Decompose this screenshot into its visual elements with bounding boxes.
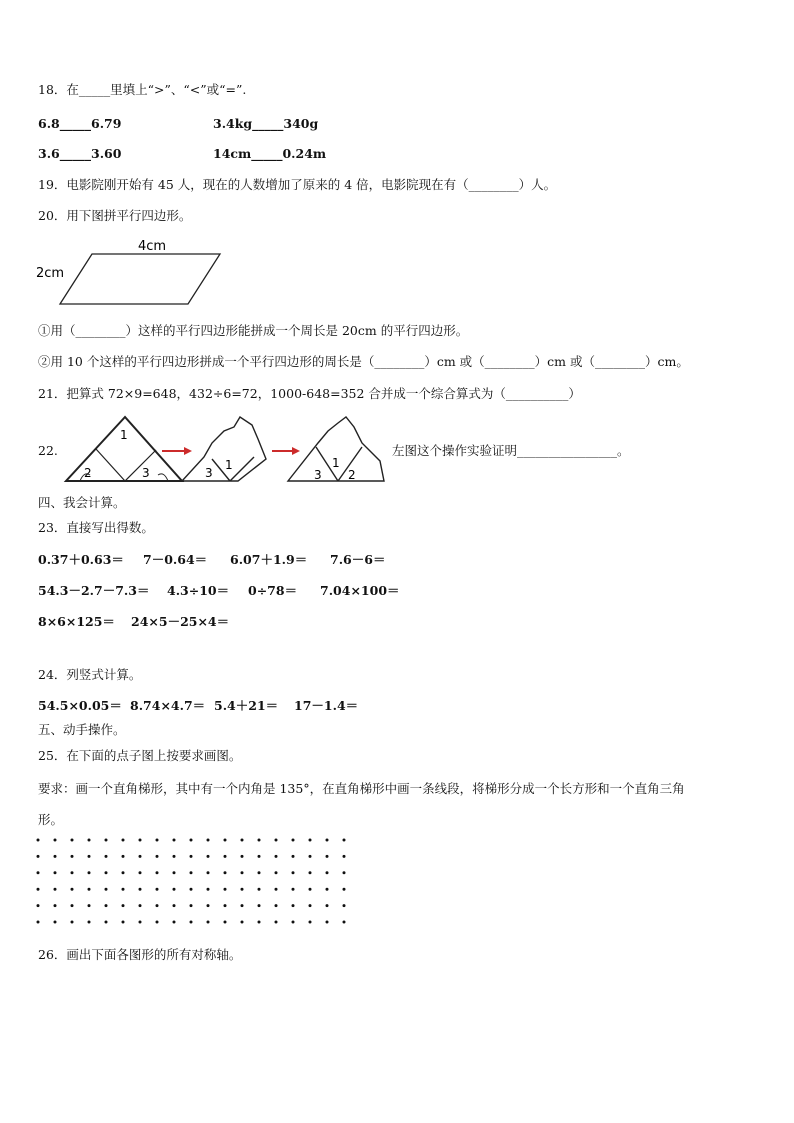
q24-item-1: 54.5×0.05＝ [38,698,122,713]
torn1-label-3: 3 [205,466,213,480]
grid-dot[interactable] [241,855,244,858]
torn1-label-1: 1 [225,458,233,472]
grid-dot[interactable] [37,839,40,842]
triangle-experiment-figure [62,413,387,485]
grid-dot[interactable] [326,904,329,907]
grid-dot[interactable] [54,888,57,891]
grid-dot[interactable] [105,839,108,842]
grid-dot[interactable] [224,888,227,891]
grid-dot[interactable] [54,921,57,924]
grid-dot[interactable] [258,855,261,858]
grid-dot[interactable] [173,839,176,842]
grid-dot[interactable] [207,921,210,924]
grid-dot[interactable] [292,904,295,907]
grid-dot[interactable] [309,888,312,891]
parallelogram-shape [60,254,220,304]
grid-dot[interactable] [275,888,278,891]
grid-dot[interactable] [139,855,142,858]
q21-text: 21．把算式 72×9=648，432÷6=72，1000-648=352 合并成一个综合算式为（__________） [38,386,581,401]
q23-r2-4: 7.04×100＝ [320,583,400,598]
grid-dot[interactable] [71,839,74,842]
grid-dot[interactable] [275,855,278,858]
q23-r1-2: 7－0.64＝ [143,552,208,567]
grid-dot[interactable] [207,904,210,907]
grid-dot[interactable] [37,888,40,891]
q23-r1-4: 7.6－6＝ [330,552,386,567]
grid-dot[interactable] [343,871,346,874]
grid-dot[interactable] [88,888,91,891]
q18-item-4: 14cm_____0.24m [213,146,327,161]
grid-dot[interactable] [156,904,159,907]
grid-dot[interactable] [292,888,295,891]
grid-dot[interactable] [309,871,312,874]
grid-dot[interactable] [292,855,295,858]
grid-dot[interactable] [292,871,295,874]
grid-dot[interactable] [105,921,108,924]
grid-dot[interactable] [224,871,227,874]
grid-dot[interactable] [258,871,261,874]
grid-dot[interactable] [190,888,193,891]
q23-r1-3: 6.07＋1.9＝ [230,552,308,567]
grid-dot[interactable] [275,904,278,907]
grid-dot[interactable] [71,888,74,891]
q26-title: 26．画出下面各图形的所有对称轴。 [38,947,242,962]
grid-dot[interactable] [173,871,176,874]
triangle-torn-2 [288,417,384,481]
section4-title: 四、我会计算。 [38,495,126,510]
grid-dot[interactable] [105,855,108,858]
q24-item-3: 5.4＋21＝ [214,698,279,713]
grid-dot[interactable] [105,871,108,874]
section5-title: 五、动手操作。 [38,722,126,737]
grid-dot[interactable] [88,921,91,924]
grid-dot[interactable] [156,871,159,874]
angle-label-3: 3 [142,466,150,480]
torn2-label-3: 3 [314,468,322,482]
q24-item-2: 8.74×4.7＝ [130,698,206,713]
grid-dot[interactable] [71,904,74,907]
grid-dot[interactable] [343,921,346,924]
grid-dot[interactable] [122,839,125,842]
grid-dot[interactable] [139,904,142,907]
grid-dot[interactable] [224,855,227,858]
grid-dot[interactable] [139,921,142,924]
grid-dot[interactable] [309,921,312,924]
q23-r2-3: 0÷78＝ [248,583,298,598]
grid-dot[interactable] [173,904,176,907]
grid-dot[interactable] [156,888,159,891]
q22-text: 左图这个操作实验证明________________。 [392,443,630,458]
q20-text: 20．用下图拼平行四边形。 [38,208,192,223]
grid-dot[interactable] [241,888,244,891]
grid-dot[interactable] [275,921,278,924]
grid-dot[interactable] [105,904,108,907]
grid-dot[interactable] [224,904,227,907]
grid-dot[interactable] [241,921,244,924]
grid-dot[interactable] [292,921,295,924]
grid-dot[interactable] [343,904,346,907]
grid-dot[interactable] [309,839,312,842]
grid-dot[interactable] [122,888,125,891]
grid-dot[interactable] [122,855,125,858]
grid-dot[interactable] [241,839,244,842]
q25-requirement-line2: 形。 [38,812,64,827]
q23-r2-1: 54.3－2.7－7.3＝ [38,583,150,598]
q23-r2-2: 4.3÷10＝ [167,583,230,598]
grid-dot[interactable] [275,839,278,842]
q23-r1-1: 0.37＋0.63＝ [38,552,124,567]
grid-dot[interactable] [54,839,57,842]
q23-r3-1: 8×6×125＝ [38,614,115,629]
q24-item-4: 17－1.4＝ [294,698,359,713]
grid-dot[interactable] [343,888,346,891]
grid-dot[interactable] [88,871,91,874]
grid-dot[interactable] [207,839,210,842]
q18-item-3: 3.6_____3.60 [38,146,122,161]
grid-dot[interactable] [173,855,176,858]
grid-dot[interactable] [88,904,91,907]
grid-dot[interactable] [37,855,40,858]
angle-arc-3 [158,474,168,481]
q22-number: 22. [38,443,58,458]
grid-dot[interactable] [156,921,159,924]
grid-dot[interactable] [156,855,159,858]
q18-item-1: 6.8_____6.79 [38,116,122,131]
q20-sub1: ①用（________）这样的平行四边形能拼成一个周长是 20cm 的平行四边形。 [38,323,469,338]
q18-item-2: 3.4kg_____340g [213,116,319,131]
grid-dot[interactable] [258,904,261,907]
grid-dot[interactable] [241,904,244,907]
grid-dot[interactable] [326,871,329,874]
torn2-label-1: 1 [332,456,340,470]
grid-dot[interactable] [241,871,244,874]
grid-dot[interactable] [54,855,57,858]
grid-dot[interactable] [173,888,176,891]
grid-dot[interactable] [275,871,278,874]
grid-dot[interactable] [207,855,210,858]
grid-dot[interactable] [122,871,125,874]
q24-title: 24．列竖式计算。 [38,667,142,682]
grid-dot[interactable] [122,921,125,924]
torn2-label-2: 2 [348,468,356,482]
grid-dot[interactable] [37,921,40,924]
grid-dot[interactable] [37,904,40,907]
grid-dot[interactable] [88,855,91,858]
q19-text: 19．电影院刚开始有 45 人，现在的人数增加了原来的 4 倍，电影院现在有（________）人。 [38,177,557,192]
grid-dot[interactable] [309,855,312,858]
grid-dot[interactable] [326,839,329,842]
q25-requirement-line1: 要求：画一个直角梯形，其中有一个内角是 135°，在直角梯形中画一条线段，将梯形分成一个长方形和一个直角三角 [38,781,685,796]
grid-dot[interactable] [173,921,176,924]
grid-dot[interactable] [224,839,227,842]
grid-dot[interactable] [139,839,142,842]
grid-dot[interactable] [258,888,261,891]
arrow-head-2 [292,447,300,455]
grid-dot[interactable] [190,855,193,858]
grid-dot[interactable] [258,839,261,842]
grid-dot[interactable] [71,855,74,858]
dot-grid[interactable] [30,832,360,942]
grid-dot[interactable] [122,904,125,907]
q23-title: 23．直接写出得数。 [38,520,154,535]
grid-dot[interactable] [139,871,142,874]
q23-r3-2: 24×5－25×4＝ [131,614,230,629]
grid-dot[interactable] [105,888,108,891]
grid-dot[interactable] [207,871,210,874]
angle-label-1: 1 [120,428,128,442]
triangle-torn-1 [182,417,266,481]
parallelogram-figure [30,232,230,312]
grid-dot[interactable] [326,921,329,924]
grid-dot[interactable] [309,904,312,907]
grid-dot[interactable] [190,904,193,907]
grid-dot[interactable] [326,888,329,891]
grid-dot[interactable] [190,871,193,874]
grid-dot[interactable] [139,888,142,891]
q18-prompt: 18．在_____里填上“>”、“<”或“=”. [38,82,247,97]
grid-dot[interactable] [292,839,295,842]
grid-dot[interactable] [190,839,193,842]
q20-sub2: ②用 10 个这样的平行四边形拼成一个平行四边形的周长是（________）cm 或（________）cm 或（________）cm。 [38,354,689,369]
grid-dot[interactable] [343,839,346,842]
grid-dot[interactable] [207,888,210,891]
angle-label-2: 2 [84,466,92,480]
grid-dot[interactable] [156,839,159,842]
grid-dot[interactable] [343,855,346,858]
parallelogram-side-label: 2cm [36,266,65,281]
q25-title: 25．在下面的点子图上按要求画图。 [38,748,242,763]
grid-dot[interactable] [71,871,74,874]
grid-dot[interactable] [224,921,227,924]
parallelogram-top-label: 4cm [138,239,167,254]
arrow-head-1 [184,447,192,455]
grid-dot[interactable] [54,904,57,907]
grid-dot[interactable] [326,855,329,858]
grid-dot[interactable] [71,921,74,924]
grid-dot[interactable] [54,871,57,874]
grid-dot[interactable] [37,871,40,874]
grid-dot[interactable] [88,839,91,842]
grid-dot[interactable] [258,921,261,924]
grid-dot[interactable] [190,921,193,924]
